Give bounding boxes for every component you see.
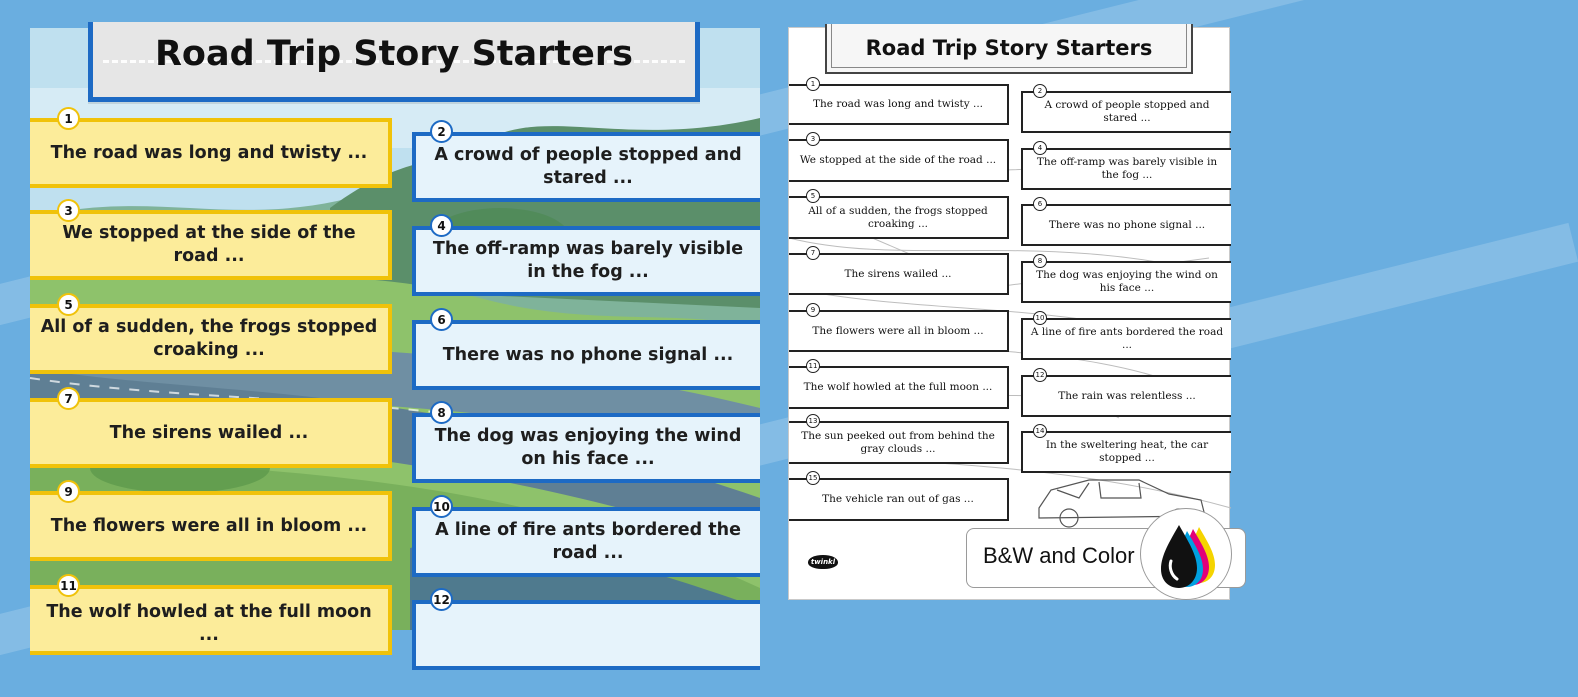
story-prompt: The sirens wailed ... — [789, 253, 1009, 295]
color-poster — [30, 28, 760, 645]
prompt-number: 1 — [806, 77, 820, 91]
prompt-number: 3 — [806, 132, 820, 146]
prompt-number: 8 — [430, 401, 453, 424]
story-prompt: We stopped at the side of the road ... — [789, 139, 1009, 182]
story-prompt: The road was long and twisty ... — [30, 118, 392, 188]
prompt-number: 9 — [57, 480, 80, 503]
prompt-number: 5 — [806, 189, 820, 203]
ink-drops-icon — [1140, 508, 1232, 600]
story-prompt: In the sweltering heat, the car stopped ... — [1021, 431, 1231, 473]
story-prompt: There was no phone signal ... — [412, 320, 760, 390]
prompt-number: 6 — [1033, 197, 1047, 211]
color-title-box — [88, 22, 700, 102]
story-prompt: The dog was enjoying the wind on his face ... — [412, 413, 760, 483]
prompt-number: 12 — [1033, 368, 1047, 382]
story-prompt — [412, 600, 760, 670]
story-prompt: The sun peeked out from behind the gray clouds ... — [789, 421, 1009, 464]
prompt-number: 5 — [57, 293, 80, 316]
prompt-number: 2 — [430, 120, 453, 143]
story-prompt: All of a sudden, the frogs stopped croaking ... — [30, 304, 392, 374]
prompt-number: 8 — [1033, 254, 1047, 268]
story-prompt: We stopped at the side of the road ... — [30, 210, 392, 280]
prompt-number: 4 — [1033, 141, 1047, 155]
story-prompt: The wolf howled at the full moon ... — [789, 366, 1009, 409]
story-prompt: The off-ramp was barely visible in the fog ... — [412, 226, 760, 296]
prompt-number: 13 — [806, 414, 820, 428]
prompt-number: 11 — [806, 359, 820, 373]
story-prompt: The flowers were all in bloom ... — [789, 310, 1009, 352]
story-prompt: The wolf howled at the full moon ... — [30, 585, 392, 655]
prompt-number: 14 — [1033, 424, 1047, 438]
prompt-number: 10 — [1033, 311, 1047, 325]
prompt-number: 11 — [57, 574, 80, 597]
prompt-number: 4 — [430, 214, 453, 237]
story-prompt: The off-ramp was barely visible in the fog ... — [1021, 148, 1231, 190]
story-prompt: A crowd of people stopped and stared ... — [1021, 91, 1231, 133]
story-prompt: The flowers were all in bloom ... — [30, 491, 392, 561]
story-prompt: The sirens wailed ... — [30, 398, 392, 468]
story-prompt: There was no phone signal ... — [1021, 204, 1231, 246]
story-prompt: All of a sudden, the frogs stopped croaking ... — [789, 196, 1009, 239]
story-prompt: A line of fire ants bordered the road ... — [412, 507, 760, 577]
story-prompt: The road was long and twisty ... — [789, 84, 1009, 125]
story-prompt: The rain was relentless ... — [1021, 375, 1231, 417]
story-prompt: The dog was enjoying the wind on his face ... — [1021, 261, 1231, 303]
prompt-number: 12 — [430, 588, 453, 611]
twinkl-logo: twinkl — [808, 555, 838, 569]
prompt-number: 10 — [430, 495, 453, 518]
story-prompt: A crowd of people stopped and stared ... — [412, 132, 760, 202]
badge-label: B&W and Color — [983, 543, 1135, 568]
prompt-number: 7 — [57, 387, 80, 410]
poster-title: Road Trip Story Starters — [154, 34, 633, 74]
prompt-number: 2 — [1033, 84, 1047, 98]
prompt-number: 6 — [430, 308, 453, 331]
prompt-number: 1 — [57, 107, 80, 130]
prompt-number: 7 — [806, 246, 820, 260]
prompt-number: 3 — [57, 199, 80, 222]
poster-title: Road Trip Story Starters — [865, 36, 1153, 60]
prompt-number: 9 — [806, 303, 820, 317]
story-prompt: The vehicle ran out of gas ... — [789, 478, 1009, 521]
prompt-number: 15 — [806, 471, 820, 485]
story-prompt: A line of fire ants bordered the road ... — [1021, 318, 1231, 360]
